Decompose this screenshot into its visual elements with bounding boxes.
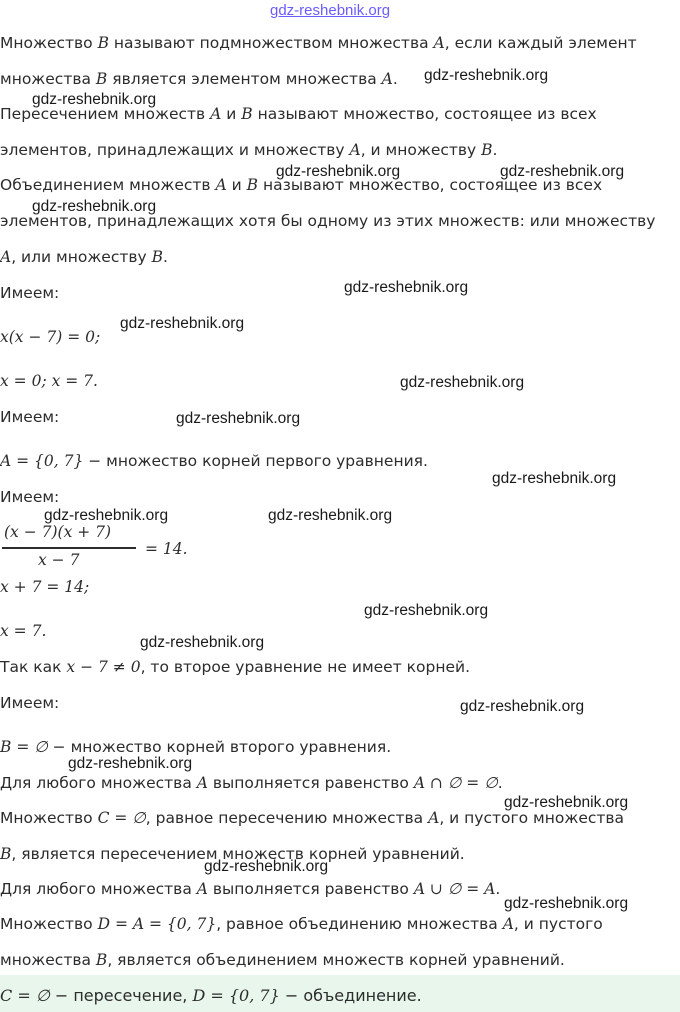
definition-intersection-line2: элементов, принадлежащих и множеству A, и множеству B.	[0, 141, 498, 159]
definition-union-line1: Объединением множеств A и B называют множество, состоящее из всех	[0, 176, 603, 194]
definition-union-line3: A, или множеству B.	[0, 248, 168, 266]
intersection-rule-line: Для любого множества A выполняется равенство A ∩ ∅ = ∅.	[0, 774, 503, 792]
fraction-bar	[2, 547, 136, 549]
watermark-text: gdz-reshebnik.org	[460, 698, 585, 715]
watermark-text: gdz-reshebnik.org	[68, 755, 193, 772]
watermark-text: gdz-reshebnik.org	[268, 507, 393, 524]
watermark-text: gdz-reshebnik.org	[204, 858, 329, 875]
watermark-text: gdz-reshebnik.org	[44, 507, 169, 524]
equation-1-roots: x = 0; x = 7.	[0, 372, 98, 390]
set-d-line2: множества B, является объединением множеств корней уравнений.	[0, 951, 565, 969]
have-label-3: Имеем:	[0, 488, 60, 506]
equation-2-solution: x = 7.	[0, 622, 47, 640]
watermark-text: gdz-reshebnik.org	[492, 470, 617, 487]
watermark-text: gdz-reshebnik.org	[32, 91, 157, 108]
watermark-text: gdz-reshebnik.org	[344, 279, 469, 296]
fraction-denominator: x − 7	[38, 551, 80, 569]
definition-intersection-line1: Пересечением множеств A и B называют множество, состоящее из всех	[0, 105, 597, 123]
have-label-2: Имеем:	[0, 408, 60, 426]
set-c-line2: B, является пересечением множеств корней уравнений.	[0, 845, 465, 863]
watermark-text: gdz-reshebnik.org	[400, 374, 525, 391]
have-label-4: Имеем:	[0, 694, 60, 712]
watermark-text: gdz-reshebnik.org	[276, 163, 401, 180]
watermark-text: gdz-reshebnik.org	[140, 634, 265, 651]
watermark-text: gdz-reshebnik.org	[424, 67, 549, 84]
watermark-text: gdz-reshebnik.org	[120, 315, 245, 332]
set-d-line1: Множество D = A = {0, 7}, равное объединению множества A, и пустого	[0, 915, 603, 933]
fraction-numerator: (x − 7)(x + 7)	[4, 523, 112, 541]
no-roots-line: Так как x − 7 ≠ 0, то второе уравнение не имеет корней.	[0, 658, 471, 676]
final-answer: C = ∅ − пересечение, D = {0, 7} − объединение.	[0, 986, 422, 1005]
definition-union-line2: элементов, принадлежащих хотя бы одному из этих множеств: или множеству	[0, 212, 656, 230]
watermark-link[interactable]: gdz-reshebnik.org	[270, 2, 391, 19]
set-b-line: B = ∅ − множество корней второго уравнения.	[0, 738, 392, 756]
definition-subset-line1: Множество B называют подмножеством множества A, если каждый элемент	[0, 34, 637, 52]
watermark-text: gdz-reshebnik.org	[176, 410, 301, 427]
watermark-text: gdz-reshebnik.org	[500, 163, 625, 180]
have-label-1: Имеем:	[0, 284, 60, 302]
equation-1: x(x − 7) = 0;	[0, 328, 101, 346]
union-rule-line: Для любого множества A выполняется равенство A ∪ ∅ = A.	[0, 880, 501, 898]
definition-subset-line2: множества B является элементом множества A.	[0, 70, 398, 88]
set-a-line: A = {0, 7} − множество корней первого уравнения.	[0, 452, 428, 470]
equation-2-simplified: x + 7 = 14;	[0, 578, 90, 596]
set-c-line1: Множество C = ∅, равное пересечению множества A, и пустого множества	[0, 809, 625, 827]
equation-2-rhs: = 14.	[145, 540, 188, 558]
watermark-text: gdz-reshebnik.org	[504, 895, 629, 912]
watermark-text: gdz-reshebnik.org	[504, 794, 629, 811]
watermark-text: gdz-reshebnik.org	[364, 602, 489, 619]
watermark-text: gdz-reshebnik.org	[32, 198, 157, 215]
